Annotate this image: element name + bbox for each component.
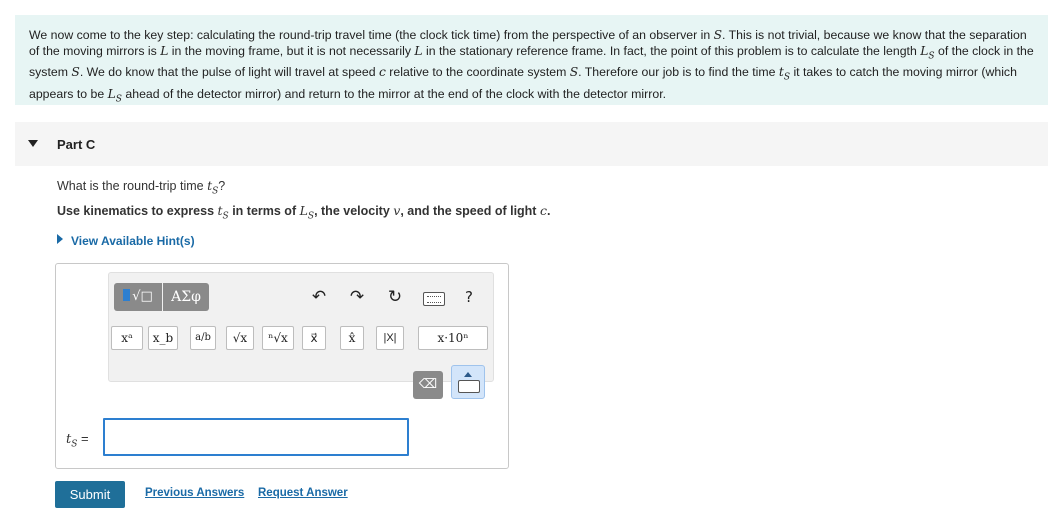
- keyboard-shortcuts-icon[interactable]: [423, 292, 445, 306]
- collapse-toggle-icon[interactable]: [28, 140, 38, 147]
- intro-context-box: [15, 15, 1048, 105]
- caret-right-icon: [57, 234, 63, 244]
- part-title: Part C: [57, 137, 96, 152]
- sqrt-button[interactable]: √x: [226, 326, 254, 350]
- templates-button[interactable]: √□: [114, 283, 162, 311]
- unit-vector-button[interactable]: x̂: [340, 326, 364, 350]
- nth-root-button[interactable]: ⁿ√x: [262, 326, 294, 350]
- redo-icon[interactable]: ↷: [349, 287, 365, 307]
- backspace-button[interactable]: ⌫: [413, 371, 443, 399]
- undo-icon[interactable]: ↶: [311, 287, 327, 307]
- help-icon[interactable]: ?: [465, 288, 473, 306]
- answer-panel: [55, 263, 509, 469]
- submit-button[interactable]: Submit: [55, 481, 125, 508]
- view-hints-link[interactable]: View Available Hint(s): [57, 234, 195, 248]
- previous-answers-link[interactable]: Previous Answers: [145, 487, 245, 499]
- question-prompt: What is the round-trip time $t_S$?: [57, 178, 226, 197]
- keyboard-toggle-button[interactable]: [451, 365, 485, 399]
- reset-icon[interactable]: ↻: [387, 287, 403, 307]
- greek-symbols-button[interactable]: ΑΣφ: [163, 283, 209, 311]
- vector-button[interactable]: x⃗: [302, 326, 326, 350]
- answer-input[interactable]: [103, 418, 409, 456]
- absolute-value-button[interactable]: |X|: [376, 326, 404, 350]
- request-answer-link[interactable]: Request Answer: [258, 487, 348, 499]
- answer-label: $t_S$ =: [66, 431, 89, 450]
- subscript-button[interactable]: x_b: [148, 326, 178, 350]
- intro-text: We now come to the key step: calculating the round-trip travel time (the clock tick time) from the perspective of an observer in S. This is not trivial, because we know that the separation of the moving mirrors is L in the moving frame, but it is not necessarily L in the stationary reference frame. In fact, the point of this problem is to calculate the length $L_S$ of the clock in the system S. We do know that the pulse of light will travel at speed c relative to the coordinate system S. Therefore our job is to find the time $t_S$ it takes to catch the moving mirror (which appears to be $L_S$ ahead of the detector mirror) and return to the mirror at the end of the clock with the detector mirror.: [29, 28, 1034, 105]
- question-instruction: Use kinematics to express $t_S$ in terms of $L_S$, the velocity v, and the speed of light c.: [57, 203, 551, 222]
- superscript-button[interactable]: xᵃ: [111, 326, 143, 350]
- arrow-up-icon: [464, 372, 472, 377]
- scientific-notation-button[interactable]: x·10ⁿ: [418, 326, 488, 350]
- fraction-button[interactable]: a/b: [190, 326, 216, 350]
- part-header-bar[interactable]: [15, 122, 1048, 166]
- keyboard-icon: [458, 380, 480, 393]
